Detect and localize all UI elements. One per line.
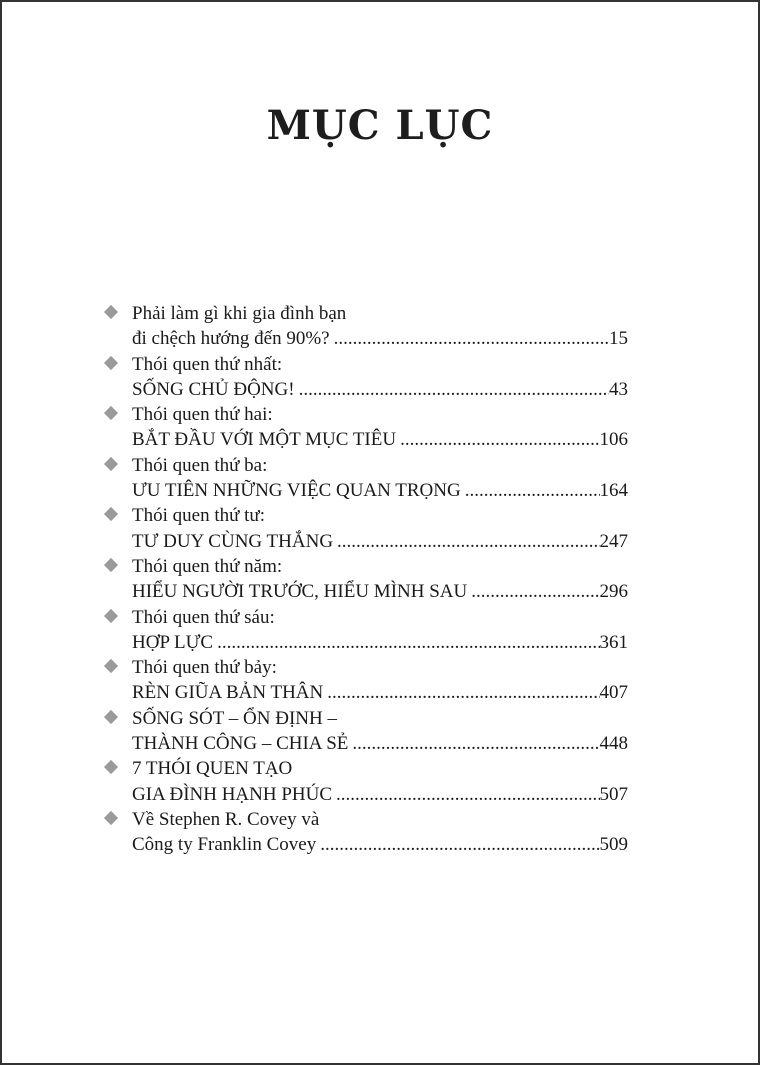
toc-entry-heading: Thói quen thứ nhất: xyxy=(132,353,283,375)
diamond-bullet-icon xyxy=(104,356,118,370)
toc-page-number: 407 xyxy=(599,682,628,704)
toc-entry-heading: Thói quen thứ tư: xyxy=(132,505,265,527)
toc-entry-title: TƯ DUY CÙNG THẮNG xyxy=(132,530,334,552)
toc-entry-title: RÈN GIŨA BẢN THÂN xyxy=(132,682,324,704)
toc-page-number: 509 xyxy=(599,834,628,856)
dot-leader xyxy=(467,579,599,604)
toc-entry[interactable] xyxy=(106,655,628,706)
toc-page-number: 15 xyxy=(609,328,628,350)
toc-entry-title: THÀNH CÔNG – CHIA SẺ xyxy=(132,733,349,755)
toc-entry-title: BẮT ĐẦU VỚI MỘT MỤC TIÊU xyxy=(132,429,397,451)
toc-entry-title: HIỂU NGƯỜI TRƯỚC, HIỂU MÌNH SAU xyxy=(132,581,468,603)
diamond-bullet-icon xyxy=(104,760,118,774)
toc-entry-heading: Phải làm gì khi gia đình bạn xyxy=(132,303,347,324)
toc-entry-heading: Thói quen thứ sáu: xyxy=(132,606,275,628)
toc-entry-title: HỢP LỰC xyxy=(132,631,214,653)
diamond-bullet-icon xyxy=(104,507,118,521)
toc-entry[interactable] xyxy=(106,706,628,757)
toc-entry-title: GIA ĐÌNH HẠNH PHÚC xyxy=(132,783,333,805)
toc-entry[interactable] xyxy=(106,352,628,403)
toc-entry-title: Công ty Franklin Covey xyxy=(132,834,317,856)
toc-page-number: 106 xyxy=(599,429,628,451)
dot-leader xyxy=(330,326,609,351)
toc-entry-heading: Thói quen thứ năm: xyxy=(132,555,283,577)
diamond-bullet-icon xyxy=(104,659,118,673)
toc-entry[interactable] xyxy=(106,453,628,504)
dot-leader xyxy=(461,478,600,503)
toc-entry[interactable] xyxy=(106,402,628,453)
toc-page-number: 448 xyxy=(599,733,628,755)
dot-leader xyxy=(323,680,599,705)
toc-entry-heading: Thói quen thứ ba: xyxy=(132,454,268,476)
toc-entry-heading: Thói quen thứ bảy: xyxy=(132,657,277,679)
dot-leader xyxy=(295,377,609,402)
toc-entry-heading: SỐNG SÓT – ỔN ĐỊNH – xyxy=(132,707,337,729)
table-of-contents xyxy=(106,301,628,858)
toc-entry-title: ƯU TIÊN NHỮNG VIỆC QUAN TRỌNG xyxy=(132,480,461,502)
dot-leader xyxy=(316,832,599,857)
diamond-bullet-icon xyxy=(104,305,118,319)
toc-entry-heading: Về Stephen R. Covey và xyxy=(132,808,320,830)
toc-page-number: 507 xyxy=(599,783,628,805)
toc-entry-heading: Thói quen thứ hai: xyxy=(132,404,273,426)
diamond-bullet-icon xyxy=(104,558,118,572)
toc-entry[interactable] xyxy=(106,503,628,554)
toc-page-number: 296 xyxy=(599,581,628,603)
toc-entry[interactable] xyxy=(106,807,628,858)
dot-leader xyxy=(333,529,599,554)
dot-leader xyxy=(396,427,599,452)
diamond-bullet-icon xyxy=(104,811,118,825)
toc-entry-heading: 7 THÓI QUEN TẠO xyxy=(132,758,293,780)
toc-entry[interactable] xyxy=(106,301,628,352)
diamond-bullet-icon xyxy=(104,406,118,420)
toc-entry-title: SỐNG CHỦ ĐỘNG! xyxy=(132,378,295,400)
toc-entry-title: đi chệch hướng đến 90%? xyxy=(132,328,330,350)
diamond-bullet-icon xyxy=(104,457,118,471)
toc-page-number: 361 xyxy=(599,631,628,653)
dot-leader xyxy=(348,731,599,756)
dot-leader xyxy=(332,782,599,807)
page-title: MỤC LỤC xyxy=(266,102,494,149)
diamond-bullet-icon xyxy=(104,710,118,724)
toc-entry[interactable] xyxy=(106,756,628,807)
toc-entry[interactable] xyxy=(106,554,628,605)
diamond-bullet-icon xyxy=(104,608,118,622)
toc-page-number: 164 xyxy=(599,480,628,502)
toc-page-number: 43 xyxy=(609,378,628,400)
dot-leader xyxy=(213,630,599,655)
toc-page-number: 247 xyxy=(599,530,628,552)
toc-entry[interactable] xyxy=(106,605,628,656)
